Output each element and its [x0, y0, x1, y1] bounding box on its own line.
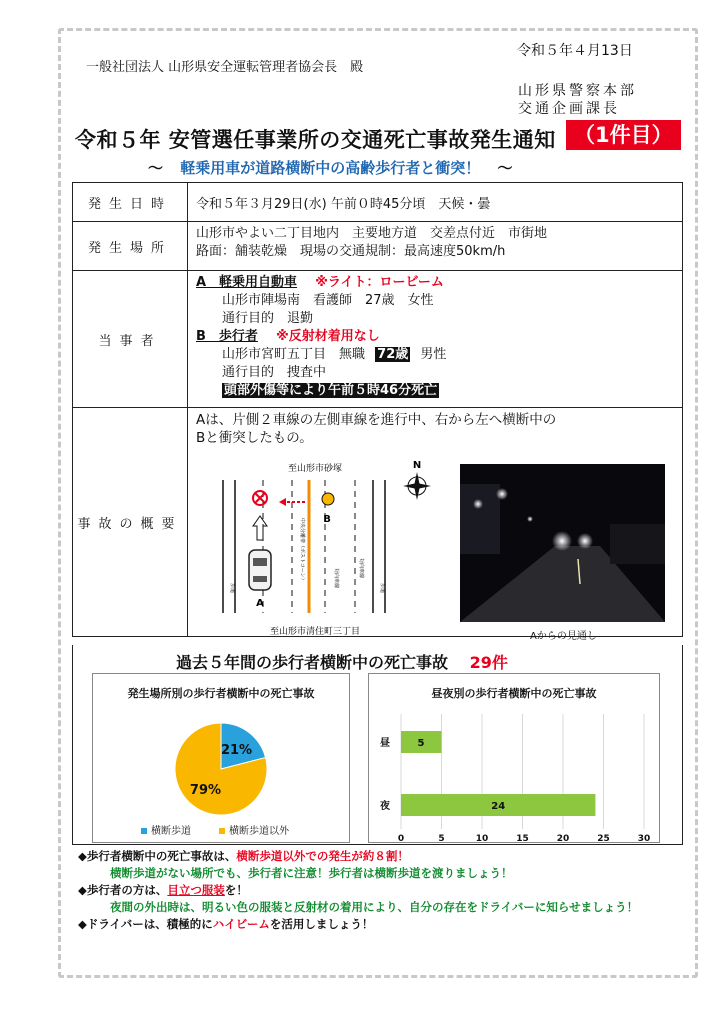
bar-chart-title: 昼夜別の歩行者横断中の死亡事故: [431, 687, 597, 700]
note-2-post: を！: [224, 883, 248, 897]
stats-total-count: 29件: [469, 653, 508, 672]
date-label: 発生日時: [73, 183, 188, 222]
label-a: A: [256, 598, 264, 609]
vehicle-direction-arrow: [253, 516, 267, 540]
party-b-line2: 通行目的 捜査中: [222, 365, 327, 380]
party-a-note: ※ライト：ロービーム: [315, 275, 444, 290]
case-count-badge: （1件目）: [566, 120, 681, 150]
sidewalk-left-label: 歩道: [229, 583, 235, 594]
note-3-highlight: ハイビーム: [212, 917, 270, 931]
party-a-line2: 通行目的 退勤: [222, 311, 314, 326]
x-tick-label: 5: [438, 834, 445, 842]
opposite-lane-label-1: 対向車線: [333, 568, 339, 589]
row-parties: [73, 271, 683, 408]
stats-title: [176, 650, 508, 673]
sender-org: 山形県警察本部: [518, 83, 637, 99]
party-value: [188, 271, 683, 408]
bar-chart: [369, 674, 659, 842]
note-1-pre: ◆歩行者横断中の死亡事故は、: [78, 849, 237, 863]
y-category-label: 昼: [380, 738, 390, 749]
summary-line2: Bと衝突したもの。: [196, 430, 313, 446]
party-b-heading: [196, 328, 674, 346]
summary-label: 事故の概要: [73, 408, 188, 637]
legend-label: 横断歩道以外: [229, 826, 289, 837]
x-tick-label: 30: [637, 834, 651, 842]
party-b-result-line: [196, 382, 674, 400]
sender-dept: 交通企画課長: [518, 101, 620, 117]
party-b-note: ※反射材着用なし: [276, 329, 380, 344]
photo-caption: Aからの見通し: [530, 631, 597, 642]
subtitle: [148, 157, 513, 178]
diagram-north-destination: 至山形市砂塚: [287, 464, 343, 474]
date-value: 令和５年３月29日(水) 午前０時45分頃 天候・曇: [188, 183, 683, 222]
pie-slice-label: 21%: [220, 743, 253, 759]
note-1: [78, 848, 638, 865]
safety-notes: [78, 848, 638, 933]
sidewalk-right-label: 歩道: [379, 583, 385, 594]
note-1-detail: 横断歩道がない場所でも、歩行者に注意！歩行者は横断歩道を渡りましょう！: [110, 866, 513, 880]
pedestrian-icon: [322, 493, 334, 505]
row-date: [73, 183, 683, 222]
party-b-line1-pre: 山形市宮町五丁目 無職: [222, 347, 366, 362]
opposite-lane-label-2: 対向車線: [358, 558, 364, 579]
pie-slice-label: 79%: [189, 782, 222, 798]
x-tick-label: 10: [475, 834, 489, 842]
party-b-age: 72歳: [377, 347, 409, 362]
legend-swatch: [219, 828, 225, 834]
label-b: B: [323, 514, 331, 525]
bar-value-label: 5: [417, 738, 425, 749]
place-line2: 路面：舗装乾燥 現場の交通規制：最高速度50km/h: [196, 244, 506, 259]
bar-chart-panel: [368, 673, 660, 843]
y-category-label: 夜: [380, 801, 390, 812]
x-tick-label: 15: [516, 834, 529, 842]
party-a-line1: 山形市陣場南 看護師 27歳 女性: [222, 293, 434, 308]
place-value: [188, 222, 683, 271]
party-b-line1: [196, 346, 674, 364]
row-place: [73, 222, 683, 271]
x-tick-label: 20: [556, 834, 570, 842]
party-a-head: A 軽乗用自動車: [196, 275, 298, 290]
subtitle-tilde-left: ～: [148, 159, 164, 177]
note-2-highlight: 目立つ服装: [167, 883, 225, 897]
subtitle-tilde-right: ～: [497, 159, 513, 177]
party-a-heading: [196, 274, 674, 292]
x-tick-label: 25: [597, 834, 610, 842]
place-line1: 山形市やよい二丁目地内 主要地方道 交差点付近 市街地: [196, 226, 548, 241]
note-2-detail: 夜間の外出時は、明るい色の服装と反射材の着用により、自分の存在をドライバーに知らせましょう！: [110, 900, 639, 914]
issue-date: 令和５年４月13日: [517, 43, 633, 59]
note-2: [78, 882, 638, 899]
bar-value-label: 24: [491, 801, 506, 812]
page-title: 令和５年 安管選任事業所の交通死亡事故発生通知: [75, 128, 556, 152]
party-b-head: B 歩行者: [196, 329, 258, 344]
recipient: 一般社団法人 山形県安全運転管理者協会長 殿: [86, 60, 364, 75]
place-label: 発生場所: [73, 222, 188, 271]
party-b-result: 頭部外傷等により午前５時46分死亡: [224, 383, 438, 398]
night-view-photo: [460, 464, 665, 622]
diagram-south-destination: 至山形市清住町三丁目: [269, 627, 361, 637]
legend-label: 横断歩道: [151, 826, 191, 837]
note-3: [78, 916, 638, 933]
legend-swatch: [141, 828, 147, 834]
subtitle-text: 軽乗用車が道路横断中の高齢歩行者と衝突！: [180, 159, 481, 177]
party-b-line1-post: 男性: [420, 347, 447, 362]
note-1-highlight: 横断歩道以外での発生が約８割！: [236, 849, 409, 863]
x-tick-label: 0: [397, 834, 405, 842]
party-label: 当事者: [73, 271, 188, 408]
stats-title-text: 過去５年間の歩行者横断中の死亡事故: [176, 653, 449, 672]
pie-chart: [93, 674, 349, 842]
compass-icon: [403, 472, 431, 500]
summary-line1: Aは、片側２車線の左側車線を進行中、右から左へ横断中の: [196, 412, 557, 428]
pie-chart-panel: [92, 673, 350, 843]
pie-chart-title: 発生場所別の歩行者横断中の死亡事故: [127, 687, 315, 700]
note-3-pre: ◆ドライバーは、積極的に: [78, 917, 213, 931]
note-2-pre: ◆歩行者の方は、: [78, 883, 168, 897]
accident-diagram: [205, 458, 437, 640]
car-icon: [249, 550, 271, 590]
note-3-post: を活用しましょう！: [269, 917, 374, 931]
median-label: 中央分離帯（ポストコーン）: [299, 518, 305, 583]
compass-north-label: N: [412, 460, 422, 471]
